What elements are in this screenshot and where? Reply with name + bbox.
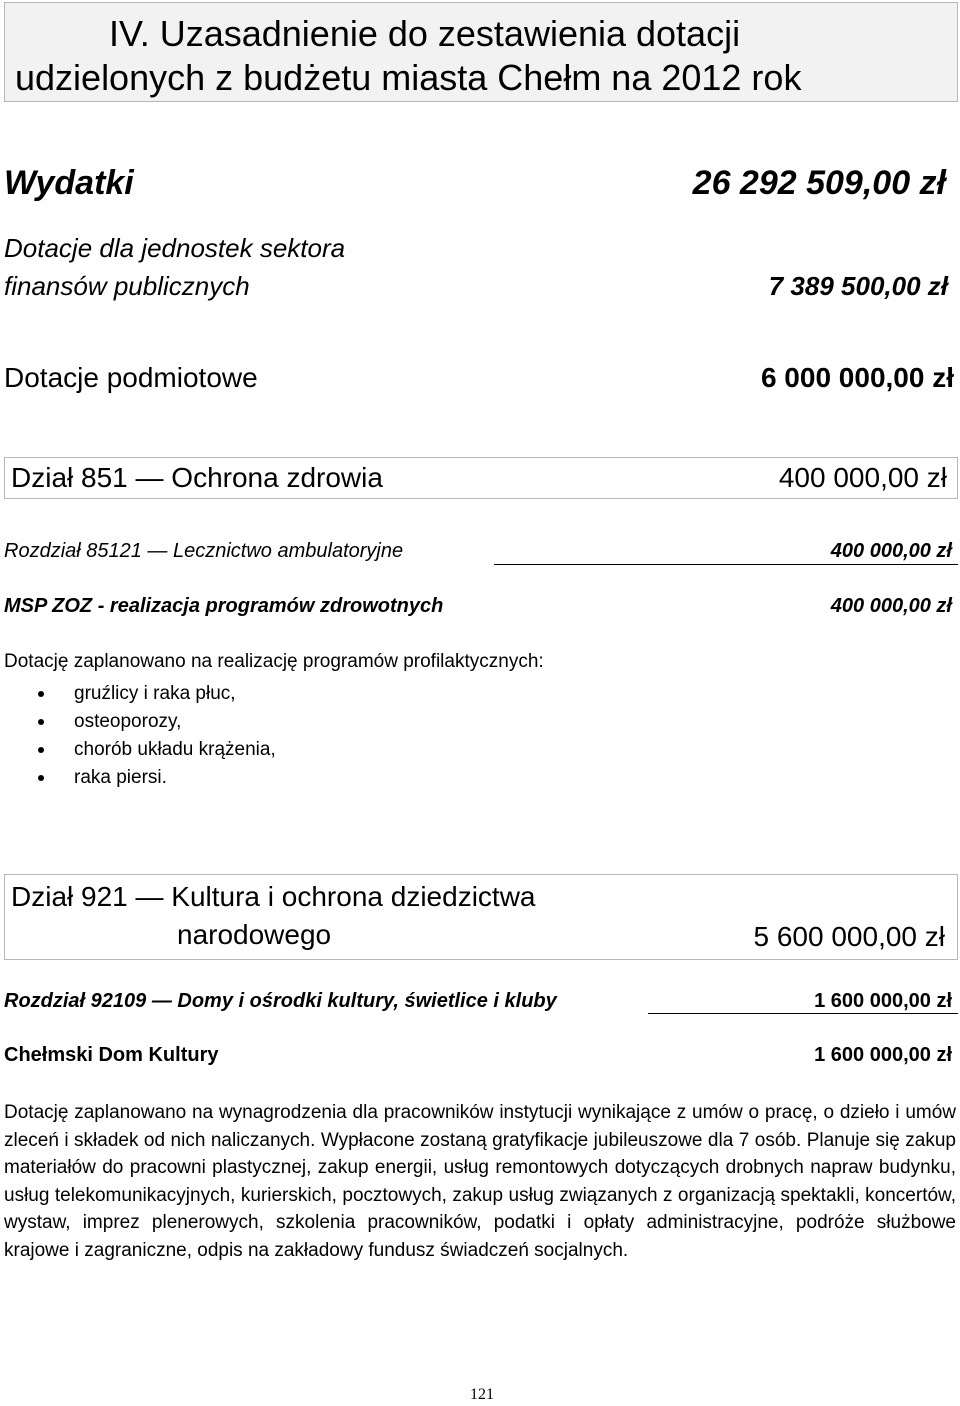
dotacje-jsfp-label-1: Dotacje dla jednostek sektora	[4, 233, 346, 263]
msp-zoz-label: MSP ZOZ - realizacja programów zdrowotnych	[4, 595, 444, 617]
dzial-851-header	[4, 457, 958, 499]
page-number: 121	[470, 1386, 494, 1403]
chelmski-dom-kultury-label: Chełmski Dom Kultury	[4, 1044, 219, 1066]
dzial-851-bullet-list	[38, 680, 276, 792]
bullet-icon	[38, 747, 44, 753]
dzial-851-amount: 400 000,00 zł	[778, 462, 947, 493]
bullet-icon	[38, 719, 44, 725]
dzial-921-amount: 5 600 000,00 zł	[753, 921, 945, 952]
title-line-1: IV. Uzasadnienie do zestawienia dotacji	[109, 13, 741, 54]
title-line-2: udzielonych z budżetu miasta Chełm na 2012 rok	[15, 57, 802, 98]
dzial-921-label-1: Dział 921 — Kultura i ochrona dziedzictwa	[11, 881, 536, 912]
dotacje-podmiotowe-label: Dotacje podmiotowe	[4, 362, 258, 393]
rozdzial-85121-amount: 400 000,00 zł	[830, 540, 952, 562]
dotacje-podmiotowe-amount: 6 000 000,00 zł	[760, 362, 954, 393]
dzial-921-label-2: narodowego	[177, 919, 332, 950]
list-item: raka piersi.	[38, 764, 276, 792]
dotacje-jsfp-amount: 7 389 500,00 zł	[768, 271, 948, 301]
wydatki-amount: 26 292 509,00 zł	[692, 164, 946, 202]
rozdzial-85121-rule	[494, 564, 958, 565]
rozdzial-85121-label: Rozdział 85121 — Lecznictwo ambulatoryjne	[4, 540, 404, 562]
dzial-921-description: Dotację zaplanowano na wynagrodzenia dla pracowników instytucji wynikające z umów o pracę, o dzieło i umów zleceń i składek od nich naliczanych. Wypłacone zostaną gratyfikacje jubileuszowe dla 7 osób. Planuje się zakup materiałów do pracowni plastycznej, zakup energii, usług remontowych dotyczących drobnych napraw budynku, usług telekomunikacyjnych, kurierskich, pocztowych, zakup usług związanych z organizacją spektakli, koncertów, wystaw, imprez plenerowych, szkolenia pracowników, podatki i opłaty administracyjne, podróże służbowe krajowe i zagraniczne, odpis na zakładowy fundusz świadczeń socjalnych.	[4, 1102, 956, 1261]
document-title-box	[4, 2, 958, 102]
bullet-icon	[38, 775, 44, 781]
dzial-851-description: Dotację zaplanowano na realizację programów profilaktycznych:	[4, 651, 544, 672]
msp-zoz-amount: 400 000,00 zł	[830, 595, 952, 617]
rozdzial-92109-amount: 1 600 000,00 zł	[814, 990, 952, 1012]
rozdzial-92109-rule	[648, 1013, 958, 1014]
wydatki-label: Wydatki	[4, 164, 134, 202]
chelmski-dom-kultury-amount: 1 600 000,00 zł	[814, 1044, 952, 1066]
rozdzial-92109-label: Rozdział 92109 — Domy i ośrodki kultury, świetlice i kluby	[4, 990, 557, 1012]
dotacje-jsfp-label-2: finansów publicznych	[4, 271, 250, 301]
list-item: osteoporozy,	[38, 708, 276, 736]
list-item: gruźlicy i raka płuc,	[38, 680, 276, 708]
dzial-851-label: Dział 851 — Ochrona zdrowia	[11, 462, 383, 493]
list-item: chorób układu krążenia,	[38, 736, 276, 764]
dzial-921-header	[4, 874, 958, 960]
bullet-icon	[38, 691, 44, 697]
